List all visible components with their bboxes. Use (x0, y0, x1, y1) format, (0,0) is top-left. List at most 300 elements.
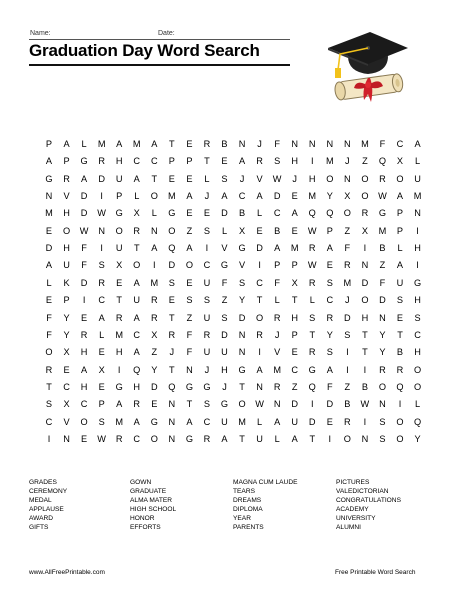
word-list-item: DIPLOMA (233, 505, 263, 513)
grid-letter: T (116, 295, 122, 306)
grid-letter: Q (168, 381, 176, 392)
grid-letter: I (328, 433, 332, 444)
word-list-item: MAGNA CUM LAUDE (233, 479, 298, 486)
grid-letter: X (98, 364, 105, 375)
grid-letter: O (361, 295, 369, 306)
word-list-item: CONGRATULATIONS (336, 496, 401, 504)
grid-letter: F (379, 277, 386, 288)
grid-letter: R (133, 399, 141, 410)
page-title: Graduation Day Word Search (29, 41, 260, 60)
grid-letter: E (151, 399, 158, 410)
grid-letter: O (343, 433, 351, 444)
grid-letter: C (414, 329, 421, 340)
grid-letter: I (346, 347, 349, 358)
grid-letter: A (274, 243, 281, 254)
grid-letter: J (204, 191, 210, 202)
grid-letter: R (256, 329, 263, 340)
grid-letter: R (308, 277, 316, 288)
grid-letter: A (256, 191, 263, 202)
grid-letter: O (396, 433, 404, 444)
grid-letter: O (238, 399, 246, 410)
grid-letter: A (133, 416, 140, 427)
grid-letter: W (79, 225, 89, 236)
grid-letter: I (363, 416, 367, 427)
grid-letter: A (326, 364, 333, 375)
grid-letter: I (258, 260, 261, 271)
grid-letter: P (63, 295, 70, 306)
grid-letter: N (308, 139, 316, 149)
grid-letter: T (204, 156, 210, 167)
word-list-column (29, 479, 67, 532)
grid-letter: D (326, 399, 334, 410)
grid-letter: T (397, 329, 403, 340)
word-list-item: HIGH SCHOOL (130, 505, 177, 513)
name-label: Name: (30, 30, 51, 37)
grid-letter: W (97, 208, 106, 219)
grid-letter: R (98, 156, 105, 167)
grid-letter: T (186, 399, 193, 410)
grid-letter: R (326, 312, 334, 323)
grid-letter: Z (344, 225, 351, 236)
grid-letter: W (97, 433, 106, 444)
grid-letter: E (45, 225, 53, 236)
grid-letter: I (117, 364, 121, 375)
grid-letter: Y (63, 312, 70, 323)
grid-letter: A (151, 243, 158, 254)
grid-letter: R (80, 329, 88, 340)
grid-letter: U (291, 416, 298, 427)
word-list-item: YEAR (233, 514, 251, 522)
grid-letter: F (274, 277, 280, 288)
grid-letter: M (325, 156, 334, 167)
grid-letter: L (309, 295, 315, 306)
grid-letter: V (238, 260, 246, 271)
grid-letter: Q (413, 416, 422, 427)
grid-letter: A (291, 208, 298, 219)
grid-letter: Y (414, 433, 421, 444)
grid-letter: C (133, 156, 141, 167)
grid-letter: R (361, 208, 369, 219)
grid-letter: F (81, 260, 87, 271)
grid-letter: M (168, 191, 176, 202)
grid-letter: T (169, 139, 175, 149)
grid-letter: J (292, 173, 297, 184)
grid-letter: O (378, 381, 387, 392)
grid-letter: I (310, 399, 314, 410)
grid-letter: P (326, 225, 333, 236)
grid-letter: T (239, 433, 245, 444)
grid-letter: E (326, 416, 333, 427)
grid-letter: R (396, 364, 404, 375)
grid-letter: T (256, 295, 263, 306)
grid-letter: R (98, 277, 105, 288)
grid-letter: R (150, 295, 158, 306)
grid-letter: L (397, 243, 403, 254)
grid-letter: T (362, 347, 368, 358)
grid-letter: O (115, 225, 123, 236)
grid-letter: I (100, 243, 103, 254)
grid-letter: B (361, 381, 368, 392)
grid-letter: F (344, 243, 351, 254)
grid-letter: E (98, 347, 105, 358)
grid-letter: C (150, 156, 158, 167)
grid-letter: C (80, 399, 88, 410)
grid-letter: A (116, 139, 123, 149)
word-list-item: VALEDICTORIAN (336, 487, 389, 495)
grid-letter: M (273, 364, 281, 375)
grid-letter: S (379, 433, 386, 444)
grid-letter: N (168, 433, 176, 444)
grid-letter: P (396, 225, 404, 236)
grid-letter: S (203, 225, 210, 236)
grid-letter: W (255, 399, 264, 410)
grid-letter: F (186, 329, 193, 340)
grid-letter: E (168, 295, 175, 306)
grid-letter: R (115, 312, 123, 323)
grid-letter: T (133, 243, 140, 254)
grid-letter: A (133, 347, 140, 358)
grid-letter: T (362, 329, 368, 340)
grid-letter: T (46, 381, 52, 392)
word-list-column (233, 479, 297, 532)
grid-letter: R (203, 433, 211, 444)
grid-letter: R (133, 225, 141, 236)
grid-letter: F (186, 347, 193, 358)
grid-letter: G (168, 208, 176, 219)
grid-letter: G (115, 381, 123, 392)
grid-letter: Z (186, 225, 193, 236)
grid-letter: S (203, 295, 210, 306)
grid-letter: O (361, 191, 369, 202)
grid-letter: R (344, 416, 351, 427)
word-list-item: HONOR (130, 514, 155, 522)
grid-letter: J (239, 173, 245, 184)
grid-letter: U (115, 243, 123, 254)
word-list-item: ALMA MATER (130, 496, 173, 504)
grid-letter: A (186, 243, 193, 254)
grid-letter: D (45, 243, 53, 254)
grid-letter: S (221, 173, 228, 184)
grid-letter: N (150, 225, 158, 236)
grid-letter: C (396, 139, 404, 149)
grid-letter: Q (308, 208, 316, 219)
grid-letter: N (344, 173, 351, 184)
grid-letter: X (151, 329, 158, 340)
grid-letter: H (414, 347, 421, 358)
grid-letter: L (257, 208, 263, 219)
grid-letter: E (256, 225, 263, 236)
grid-letter: O (45, 347, 53, 358)
grid-letter: W (378, 191, 387, 202)
grid-letter: X (63, 399, 70, 410)
grid-letter: P (63, 156, 70, 167)
grid-letter: Q (396, 381, 404, 392)
grid-letter: D (80, 191, 88, 202)
grid-letter: E (186, 139, 193, 149)
grid-letter: Q (308, 381, 316, 392)
grid-letter: D (308, 416, 316, 427)
grid-letter: D (256, 243, 263, 254)
grid-letter: W (307, 260, 317, 271)
grid-letter: N (63, 433, 70, 444)
grid-letter: G (185, 381, 193, 392)
grid-letter: H (115, 156, 123, 167)
grid-letter: C (326, 295, 334, 306)
grid-letter: S (344, 329, 351, 340)
grid-letter: U (221, 416, 228, 427)
grid-letter: C (273, 208, 281, 219)
grid-letter: H (63, 208, 70, 219)
grid-letter: D (80, 277, 88, 288)
grid-letter: C (203, 260, 211, 271)
grid-letter: L (134, 191, 140, 202)
grid-letter: G (45, 173, 53, 184)
grid-letter: E (186, 208, 193, 219)
grid-letter: C (203, 416, 211, 427)
grid-letter: X (63, 347, 70, 358)
grid-letter: S (379, 416, 386, 427)
grid-letter: S (238, 277, 246, 288)
grid-letter: S (414, 312, 421, 323)
grid-letter: I (258, 347, 261, 358)
word-list-item: DREAMS (233, 496, 262, 504)
grid-letter: R (256, 156, 263, 167)
grid-letter: G (238, 243, 246, 254)
grid-letter: H (221, 364, 228, 375)
grid-letter: I (363, 243, 367, 254)
grid-letter: N (379, 312, 386, 323)
grid-letter: Y (63, 329, 70, 340)
grid-letter: M (132, 139, 141, 149)
grid-letter: B (238, 208, 246, 219)
grid-letter: H (361, 312, 369, 323)
grid-letter: G (185, 433, 193, 444)
grid-letter: M (115, 329, 124, 340)
grid-letter: C (133, 329, 141, 340)
grid-letter: I (100, 191, 103, 202)
grid-letter: L (99, 329, 105, 340)
grid-letter: O (343, 208, 351, 219)
grid-letter: C (133, 433, 141, 444)
grid-letter: I (363, 364, 367, 375)
word-list-item: APPLAUSE (29, 505, 64, 513)
grid-letter: C (98, 295, 105, 306)
grid-letter: O (361, 173, 369, 184)
word-list-item: GRADUATE (130, 487, 167, 495)
grid-letter: O (80, 416, 88, 427)
grid-letter: J (257, 139, 262, 149)
grid-letter: M (290, 243, 299, 254)
grid-letter: O (396, 416, 404, 427)
grid-letter: E (186, 173, 193, 184)
grid-letter: L (414, 156, 421, 167)
grid-letter: R (273, 312, 281, 323)
grid-letter: D (80, 208, 88, 219)
grid-letter: Y (326, 329, 333, 340)
grid-letter: D (379, 295, 386, 306)
grid-letter: D (150, 381, 158, 392)
grid-letter: H (63, 243, 70, 254)
grid-letter: Y (238, 295, 246, 306)
grid-letter: L (221, 225, 228, 236)
grid-letter: T (291, 295, 298, 306)
grid-letter: H (115, 347, 123, 358)
grid-letter: A (133, 173, 140, 184)
grid-letter: A (116, 399, 123, 410)
grid-letter: C (256, 277, 263, 288)
grid-letter: A (221, 433, 228, 444)
grid-letter: R (203, 329, 211, 340)
grid-letter: D (273, 191, 281, 202)
grid-letter: P (45, 139, 53, 149)
word-list-column (130, 479, 176, 532)
grid-letter: N (361, 260, 369, 271)
grid-letter: P (186, 156, 193, 167)
grid-letter: L (274, 295, 280, 306)
grid-letter: Y (379, 329, 386, 340)
grid-letter: U (63, 260, 70, 271)
grid-letter: P (98, 399, 105, 410)
grid-letter: M (413, 191, 422, 202)
grid-letter: T (151, 173, 158, 184)
grid-letter: L (151, 208, 157, 219)
grid-letter: B (379, 243, 386, 254)
grid-letter: Q (326, 208, 334, 219)
grid-letter: T (309, 329, 316, 340)
grid-letter: S (98, 416, 105, 427)
grid-letter: L (414, 399, 421, 410)
grid-letter: A (81, 364, 88, 375)
grid-letter: P (116, 191, 123, 202)
grid-letter: A (396, 260, 404, 271)
grid-letter: O (185, 260, 193, 271)
grid-letter: Z (151, 347, 158, 358)
grid-letter: G (150, 416, 158, 427)
grid-letter: N (344, 139, 351, 149)
grid-letter: F (81, 243, 87, 254)
grid-letter: I (310, 156, 314, 167)
grid-letter: J (169, 347, 175, 358)
grid-letter: Y (326, 191, 333, 202)
grid-letter: Z (344, 381, 351, 392)
grid-letter: R (344, 260, 351, 271)
grid-letter: R (308, 243, 316, 254)
grid-letter: N (361, 433, 369, 444)
grid-letter: N (238, 139, 246, 149)
grid-letter: S (326, 347, 333, 358)
grid-letter: R (379, 364, 386, 375)
word-list-item: ACADEMY (336, 505, 369, 513)
grid-letter: R (273, 381, 281, 392)
grid-letter: A (63, 139, 70, 149)
grid-letter: F (379, 139, 386, 149)
grid-letter: S (168, 277, 175, 288)
grid-letter: A (326, 243, 333, 254)
name-underline (29, 39, 290, 40)
grid-letter: N (186, 364, 193, 375)
footer-website: www.AllFreePrintable.com (29, 569, 105, 576)
grid-letter: L (46, 277, 52, 288)
grid-letter: P (291, 260, 298, 271)
grid-letter: R (150, 312, 158, 323)
grid-letter: M (115, 416, 124, 427)
grid-letter: D (98, 173, 105, 184)
grid-letter: H (291, 156, 298, 167)
grid-letter: G (308, 364, 316, 375)
grid-letter: G (220, 399, 229, 410)
grid-letter: A (186, 191, 193, 202)
grid-letter: E (203, 208, 210, 219)
word-list-item: AWARD (29, 514, 54, 522)
grid-letter: N (379, 399, 386, 410)
grid-letter: G (115, 208, 123, 219)
grid-letter: E (45, 295, 53, 306)
grid-letter: A (133, 277, 140, 288)
graduation-cap-and-diploma-icon (318, 26, 410, 110)
grid-letter: A (133, 312, 140, 323)
grid-letter: X (361, 225, 368, 236)
grid-letter: M (378, 225, 387, 236)
grid-letter: R (168, 329, 176, 340)
grid-letter: D (221, 208, 228, 219)
grid-letter: O (326, 173, 334, 184)
word-list-column (336, 479, 401, 532)
grid-letter: D (238, 312, 246, 323)
grid-letter: H (414, 243, 421, 254)
grid-letter: E (396, 312, 404, 323)
grid-letter: O (133, 260, 141, 271)
grid-letter: O (150, 191, 158, 202)
word-list-item: TEARS (233, 487, 255, 495)
grid-letter: I (205, 243, 209, 254)
grid-letter: B (344, 399, 351, 410)
grid-letter: I (346, 364, 349, 375)
grid-letter: A (291, 433, 298, 444)
grid-letter: E (291, 347, 298, 358)
grid-letter: D (221, 329, 228, 340)
grid-letter: X (133, 208, 140, 219)
grid-letter: M (97, 139, 106, 149)
grid-letter: F (46, 312, 52, 323)
grid-letter: X (344, 191, 351, 202)
grid-letter: N (45, 191, 53, 202)
grid-letter: I (416, 225, 419, 236)
grid-letter: A (414, 139, 421, 149)
grid-letter: M (361, 139, 369, 149)
grid-letter: X (396, 156, 404, 167)
grid-letter: R (308, 347, 316, 358)
grid-letter: L (274, 433, 280, 444)
word-list-item: GRADES (29, 479, 57, 486)
grid-letter: G (378, 208, 387, 219)
word-list-item: MEDAL (29, 496, 52, 504)
grid-letter: S (309, 312, 316, 323)
grid-letter: S (274, 156, 281, 167)
grid-letter: O (256, 312, 264, 323)
grid-letter: E (81, 312, 88, 323)
grid-letter: O (396, 173, 404, 184)
grid-letter: K (63, 277, 70, 288)
grid-letter: D (361, 277, 369, 288)
grid-letter: Z (362, 156, 368, 167)
grid-letter: E (63, 364, 70, 375)
grid-letter: B (221, 139, 228, 149)
word-list-item: ALUMNI (336, 523, 361, 531)
grid-letter: V (221, 243, 228, 254)
grid-letter: A (151, 139, 158, 149)
grid-letter: O (62, 225, 71, 236)
grid-letter: H (133, 381, 141, 392)
